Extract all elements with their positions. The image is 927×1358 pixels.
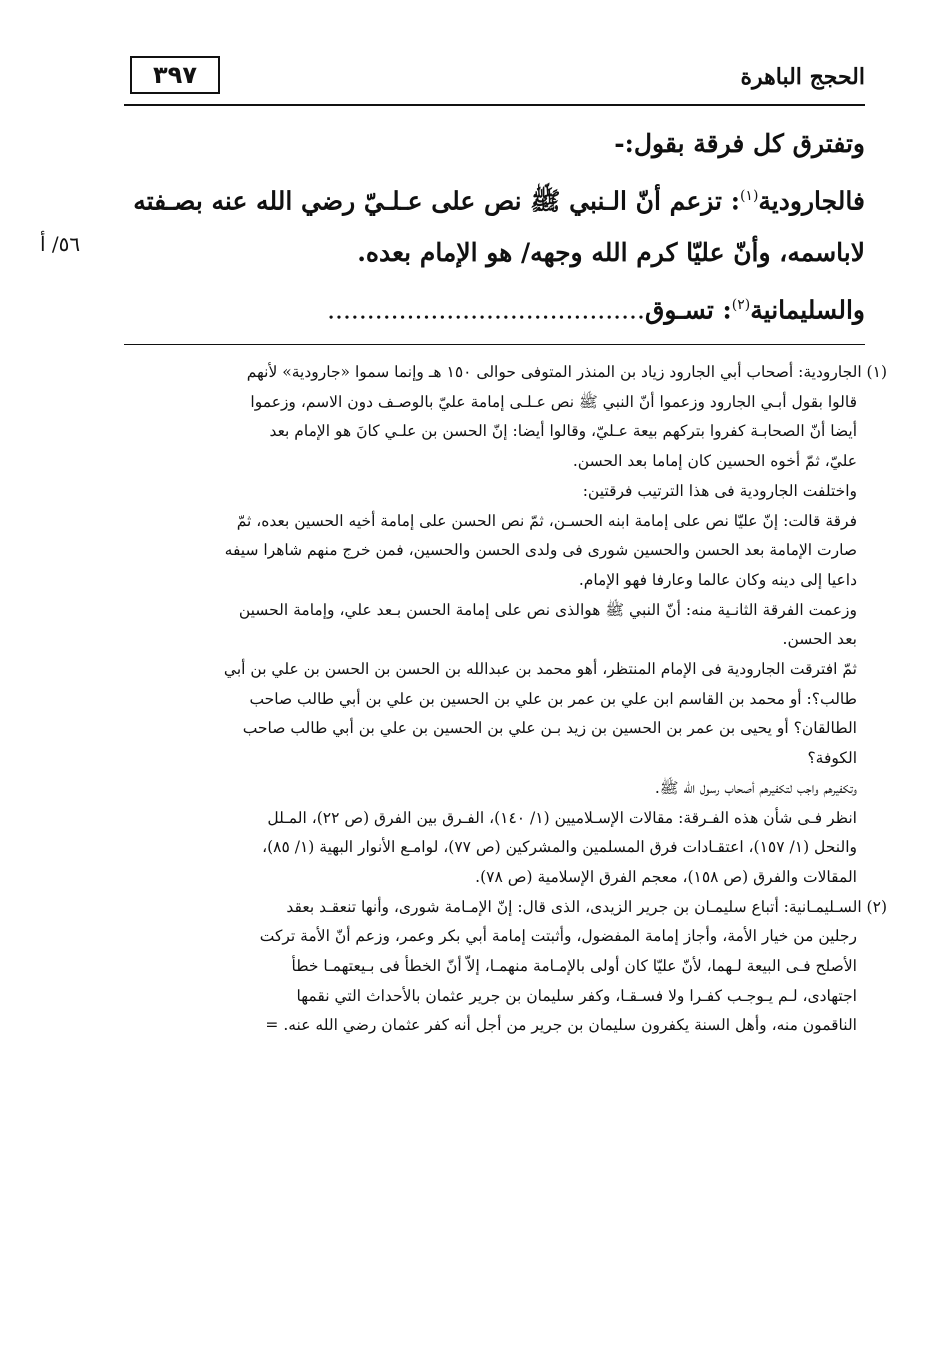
- term-sulaymaniyya: والسليمانية: [750, 295, 865, 325]
- footnote-line: صارت الإمامة بعد الحسن والحسين شورى فى ولدى الحسن والحسين، فمن خرج منهم شاهرا سيفه: [224, 541, 857, 560]
- main-text-block: [120, 118, 865, 337]
- footnotes-block: [119, 358, 887, 1041]
- footnote-line: واختلفت الجارودية فى هذا الترتيب فرقتين:: [582, 481, 857, 500]
- footnote-line: عليّ، ثمّ أخوه الحسين كان إماما بعد الحسن.: [572, 452, 857, 471]
- footnote-line: انظر فـى شأن هذه الفـرقة: مقالات الإسـلاميين (١/ ١٤٠)، الفـرق بين الفرق (ص ٢٢)، المـلل: [267, 808, 857, 827]
- main-line-2-text: : تزعم أنّ الـنبي ﷺ نص على عـلـيّ رضي الله عنه بصـفته: [133, 186, 740, 216]
- footnote-line: بعد الحسن.: [782, 630, 857, 649]
- footnote-line: الطالقان؟ أو يحيى بن عمر بن الحسين بن زيد بـن علي بن الحسين بن علي بن أبي طالب صاحب: [242, 719, 857, 738]
- page-number: [130, 56, 220, 94]
- footnote-line: ثمّ افترقت الجارودية فى الإمام المنتظر، أهو محمد بن عبدالله بن الحسن بن الحسن بن علي بن أبي: [223, 660, 857, 679]
- footnote-line: الكوفة؟: [807, 749, 857, 768]
- footnote-line: وزعمت الفرقة الثانـية منه: أنّ النبي ﷺ هوالذى نص على إمامة الحسن بـعد علي، وإمامة الحسين: [238, 600, 857, 619]
- main-line-4: [120, 279, 865, 336]
- footnote-line: والنحل (١/ ١٥٧)، اعتقـادات فرق المسلمين والمشركين (ص ٧٧)، لوامـع الأنوار البهية (١/ ٨٥)،: [262, 838, 857, 857]
- footnote-line: اجتهادى، لـم يـوجـب كفـرا ولا فسـقـا، وكفر سليمان بن جرير عثمان بالأحداث التي نقمها: [296, 986, 857, 1005]
- footnote-line: طالب؟: أو محمد بن القاسم ابن علي بن عمر بن علي بن الحسين بن علي بن أبي طالب صاحب: [249, 689, 857, 708]
- footnote-line: وتكفيرهم واجب لتكفيرهم أصحاب رسول الله ﷺ.: [654, 778, 857, 797]
- footnote-line: المقالات والفرق (ص ١٥٨)، معجم الفرق الإسلامية (ص ٧٨).: [475, 867, 857, 886]
- term-jarudiyya: فالجارودية: [758, 186, 865, 216]
- footnote-line: قالوا بقول أبـي الجارود وزعموا أنّ النبي ﷺ نص عـلـى إمامة عليّ بالوصـف دون الاسم، وزعموا: [250, 392, 857, 411]
- main-line-2: [120, 170, 865, 227]
- header-divider: [124, 104, 865, 106]
- footnote-divider: [124, 344, 865, 345]
- main-line-4-text: : تسـوق: [644, 295, 732, 325]
- main-line-1: وتفترق كل فرقة بقول:-: [614, 129, 865, 158]
- main-line-3: لاباسمه، وأنّ عليّا كرم الله وجهه/ هو الإمام بعده.: [357, 238, 865, 268]
- footnote-line: فرقة قالت: إنّ عليّا نص على إمامة ابنه الحسـن، ثمّ نص الحسن على إمامة أخيه الحسين بعده، ثمّ: [236, 511, 857, 530]
- page-number-text: ٣٩٧: [153, 61, 197, 89]
- footnote-line: أيضا أنّ الصحابـة كفروا بتركهم بيعة عـليّ، وقالوا أيضا: إنّ الحسن بن علـي كانَ هو الإمام بعد: [269, 422, 857, 441]
- footnote-ref-2: (٢): [731, 297, 751, 314]
- footnote-ref-1: (١): [739, 188, 759, 204]
- continuation-dots: ........................................: [327, 295, 645, 325]
- margin-folio-note: ٥٦/ أ: [40, 232, 81, 256]
- footnote-line: الناقمون منه، وأهل السنة يكفرون سليمان بن جرير من أجل أنه كفر عثمان رضي الله عنه. =: [265, 1016, 857, 1035]
- running-head-title: الحجج الباهرة: [740, 64, 865, 90]
- footnote-line: (٢) السـليمـانية: أتباع سليمـان بن جرير الزيدى، الذى قال: إنّ الإمـامة شورى، وأنها تنعقـد بعقد: [286, 897, 887, 916]
- footnote-line: (١) الجارودية: أصحاب أبي الجارود زياد بن المنذر المتوفى حوالى ١٥٠ هـ وإنما سموا «جارودية» لأنهم: [246, 363, 887, 381]
- footnote-line: الأصلح فـى البيعة لـهما، لأنّ عليّا كان أولى بالإمـامة منهمـا، إلاّ أنّ الخطأ فى بـيعتهمـا خطأ: [291, 957, 857, 976]
- footnote-line: داعيا إلى دينه وكان عالما وعارفا فهو الإمام.: [578, 570, 857, 589]
- footnote-line: رجلين من خيار الأمة، وأجاز إمامة المفضول، وأثبتت إمامة أبي بكر وعمر، وزعم أنّ الأمة تركت: [259, 927, 857, 946]
